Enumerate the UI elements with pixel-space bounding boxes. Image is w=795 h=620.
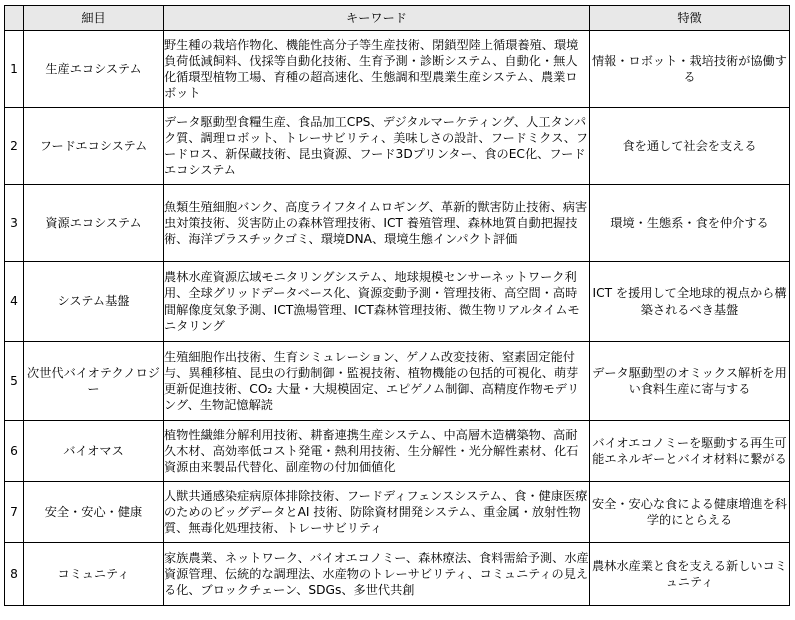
row-number: 6 bbox=[5, 421, 24, 482]
row-number: 2 bbox=[5, 108, 24, 185]
row-feature: 環境・生態系・食を仲介する bbox=[590, 185, 790, 262]
table-body bbox=[5, 31, 790, 606]
row-item: 安全・安心・健康 bbox=[24, 482, 164, 543]
table-row bbox=[5, 185, 790, 262]
row-keywords: 農林水産資源広域モニタリングシステム、地球規模センサーネットワーク利用、全球グリッドデータベース化、資源変動予測・管理技術、高空間・高時間解像度気象予測、ICT漁場管理、ICT森林管理技術、微生物リアルタイムモニタリング bbox=[164, 262, 590, 342]
row-item: 次世代バイオテクノロジー bbox=[24, 342, 164, 421]
row-keywords: データ駆動型食糧生産、食品加工CPS、デジタルマーケティング、人工タンパク質、調理ロボット、トレーサビリティ、美味しさの設計、フードミクス、フードロス、新保蔵技術、昆虫資源、フード3Dプリンター、食のEC化、フードエコシステム bbox=[164, 108, 590, 185]
row-feature: 安全・安心な食による健康増進を科学的にとらえる bbox=[590, 482, 790, 543]
row-item: 生産エコシステム bbox=[24, 31, 164, 108]
row-feature: データ駆動型のオミックス解析を用い食料生産に寄与する bbox=[590, 342, 790, 421]
table-row bbox=[5, 31, 790, 108]
header-no bbox=[5, 6, 24, 31]
row-keywords: 生殖細胞作出技術、生育シミュレーション、ゲノム改変技術、窒素固定能付与、異種移植、昆虫の行動制御・監視技術、植物機能の包括的可視化、萌芽更新促進技術、CO₂ 大量・大規模固定、エピゲノム制御、高精度作物モデリング、生物記憶解読 bbox=[164, 342, 590, 421]
row-item: バイオマス bbox=[24, 421, 164, 482]
header-feature: 特徴 bbox=[590, 6, 790, 31]
row-number: 7 bbox=[5, 482, 24, 543]
header-item: 細目 bbox=[24, 6, 164, 31]
keyword-table bbox=[4, 5, 790, 606]
row-feature: ICT を援用して全地球的視点から構築されるべき基盤 bbox=[590, 262, 790, 342]
row-number: 1 bbox=[5, 31, 24, 108]
row-item: コミュニティ bbox=[24, 543, 164, 606]
table-row bbox=[5, 262, 790, 342]
row-number: 4 bbox=[5, 262, 24, 342]
header-keywords: キーワード bbox=[164, 6, 590, 31]
header-row bbox=[5, 6, 790, 31]
table-row bbox=[5, 342, 790, 421]
row-number: 5 bbox=[5, 342, 24, 421]
row-item: フードエコシステム bbox=[24, 108, 164, 185]
table-header bbox=[5, 6, 790, 31]
table-row bbox=[5, 421, 790, 482]
row-number: 3 bbox=[5, 185, 24, 262]
table-row bbox=[5, 543, 790, 606]
row-keywords: 人獣共通感染症病原体排除技術、フードディフェンスシステム、食・健康医療のためのビッグデータとAI 技術、防除資材開発システム、重金属・放射性物質、無毒化処理技術、トレーサビリティ bbox=[164, 482, 590, 543]
row-item: 資源エコシステム bbox=[24, 185, 164, 262]
row-feature: バイオエコノミーを駆動する再生可能エネルギーとバイオ材料に繋がる bbox=[590, 421, 790, 482]
row-item: システム基盤 bbox=[24, 262, 164, 342]
table-row bbox=[5, 482, 790, 543]
row-keywords: 野生種の栽培作物化、機能性高分子等生産技術、閉鎖型陸上循環養殖、環境負荷低減飼料、伐採等自動化技術、生育予測・診断システム、自動化・無人化循環型植物工場、育種の超高速化、生態調和型農業生産システム、農業ロボット bbox=[164, 31, 590, 108]
row-feature: 農林水産業と食を支える新しいコミュニティ bbox=[590, 543, 790, 606]
row-feature: 食を通して社会を支える bbox=[590, 108, 790, 185]
row-keywords: 魚類生殖細胞バンク、高度ライフタイムロギング、革新的獣害防止技術、病害虫対策技術、災害防止の森林管理技術、ICT 養殖管理、森林地質自動把握技術、海洋プラスチックゴミ、環境DNA、環境生態インパクト評価 bbox=[164, 185, 590, 262]
row-keywords: 植物性繊維分解利用技術、耕畜連携生産システム、中高層木造構築物、高耐久木材、高効率低コスト発電・熱利用技術、生分解性・光分解性素材、化石資源由来製品代替化、副産物の付加価値化 bbox=[164, 421, 590, 482]
row-number: 8 bbox=[5, 543, 24, 606]
table-row bbox=[5, 108, 790, 185]
row-keywords: 家族農業、ネットワーク、バイオエコノミー、森林療法、食料需給予測、水産資源管理、伝統的な調理法、水産物のトレーサビリティ、コミュニティの見える化、ブロックチェーン、SDGs、多世代共創 bbox=[164, 543, 590, 606]
row-feature: 情報・ロボット・栽培技術が協働する bbox=[590, 31, 790, 108]
